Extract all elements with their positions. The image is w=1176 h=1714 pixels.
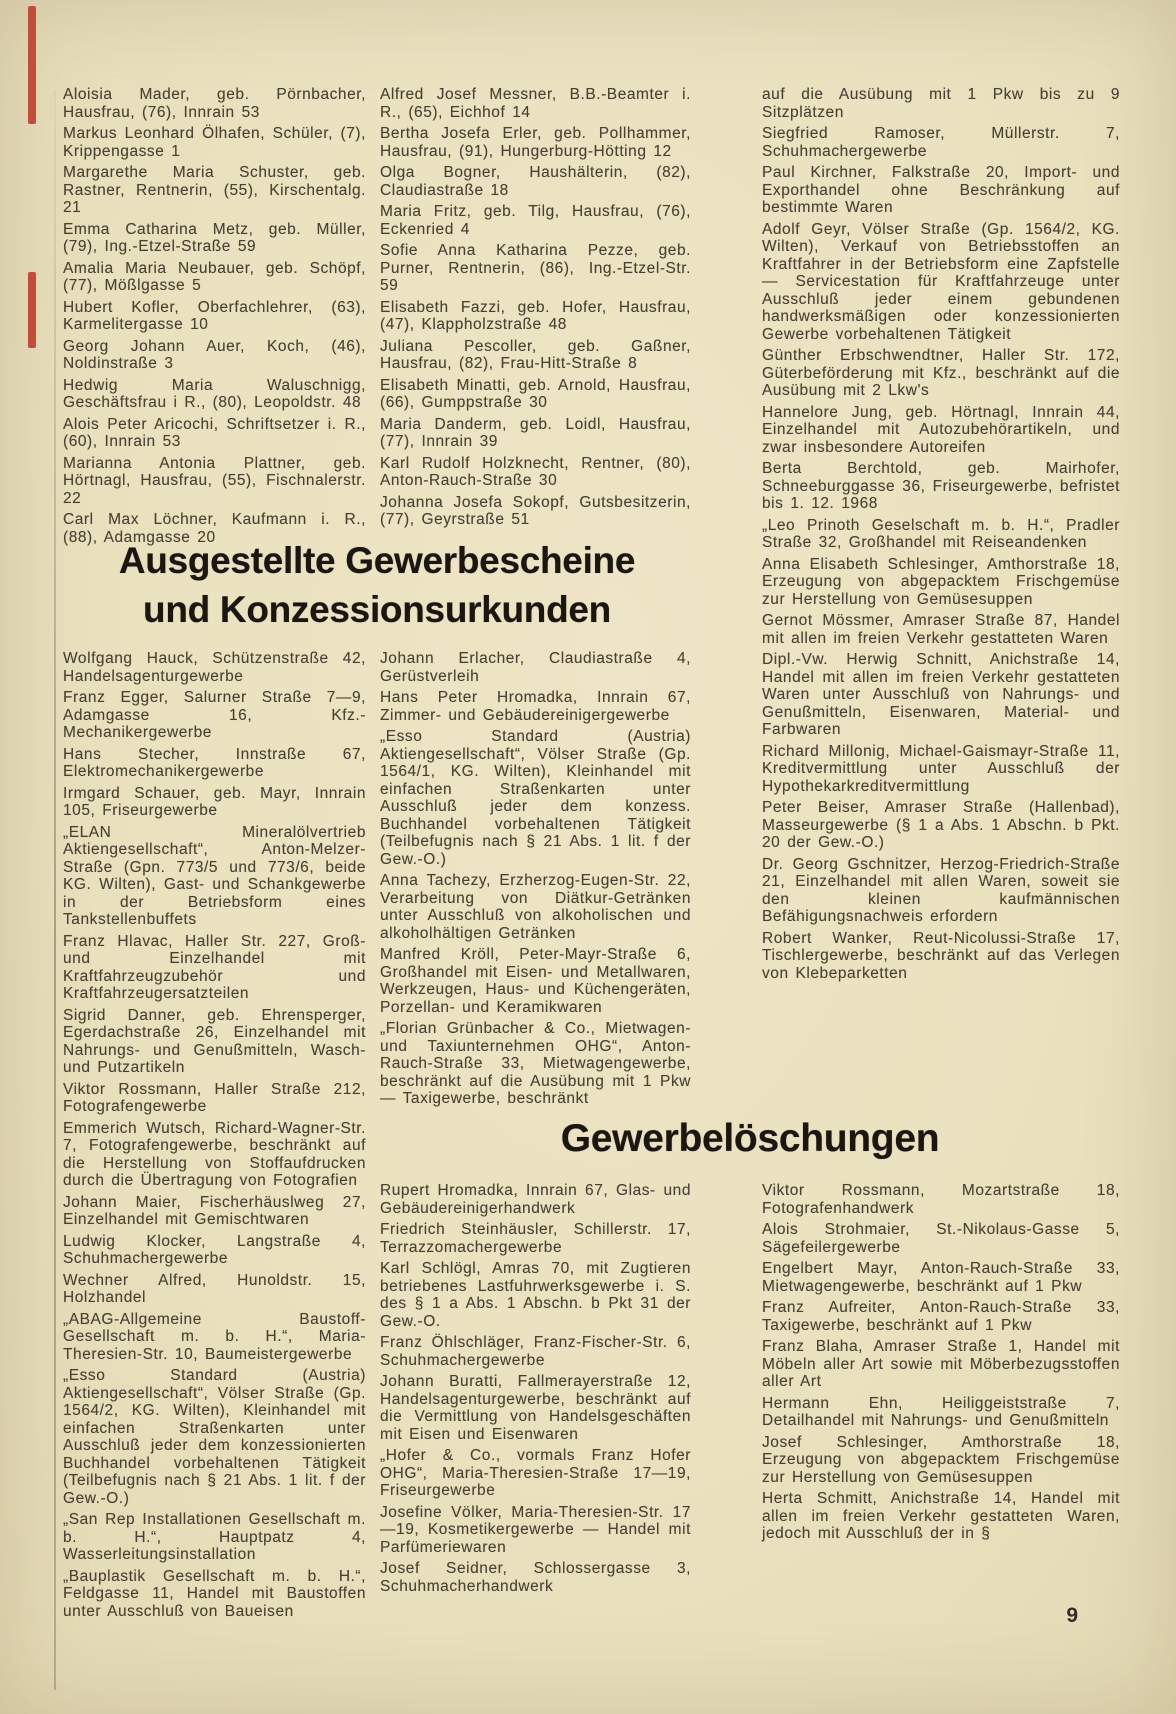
- list-entry: „Esso Standard (Austria) Aktiengesellschaft“, Völser Straße (Gp. 1564/1, KG. Wilten), Kleinhandel mit einfachen Straßenkarten unter Ausschluß jeder dem konzess. Buchhandel vorbehaltenen Tätigkeit (Teilbefugnis nach § 21 Abs. 1 lit. f der Gew.-O.): [380, 728, 691, 868]
- list-entry: Günther Erbschwendtner, Haller Str. 172, Güterbeförderung mit Kfz., beschränkt auf die Ausübung mit 2 Lkw's: [762, 347, 1120, 399]
- list-entry: Emmerich Wutsch, Richard-Wagner-Str. 7, Fotografengewerbe, beschränkt auf die Herstellung von Stoffaufdrucken durch die Übertragung von Fotografien: [63, 1119, 366, 1189]
- list-entry: Ludwig Klocker, Langstraße 4, Schuhmachergewerbe: [63, 1232, 366, 1267]
- list-entry: Peter Beiser, Amraser Straße (Hallenbad), Masseurgewerbe (§ 1 a Abs. 1 Abschn. b Pkt. 20 der Gew.-O.): [762, 799, 1120, 851]
- list-entry: Anna Tachezy, Erzherzog-Eugen-Str. 22, Verarbeitung von Diätkur-Getränken unter Ausschluß von alkoholischen und alkoholhältigen Getränken: [380, 872, 691, 942]
- list-entry: „Bauplastik Gesellschaft m. b. H.“, Feldgasse 11, Handel mit Baustoffen unter Ausschluß von Baueisen: [63, 1567, 366, 1620]
- list-entry: Amalia Maria Neubauer, geb. Schöpf, (77), Mößlgasse 5: [63, 259, 366, 294]
- page-number: 9: [1066, 1604, 1078, 1627]
- scan-fold-line: [54, 90, 56, 1690]
- list-entry: Paul Kirchner, Falkstraße 20, Import- und Exporthandel ohne Beschränkung auf bestimmte Waren: [762, 164, 1120, 216]
- list-entry: Johann Buratti, Fallmerayerstraße 12, Handelsagenturgewerbe, beschränkt auf die Vermittlung von Handelsgeschäften mit Eisen und Eisenwaren: [380, 1373, 691, 1443]
- list-entry: Elisabeth Fazzi, geb. Hofer, Hausfrau, (47), Klappholzstraße 48: [380, 298, 691, 333]
- list-entry: „San Rep Installationen Gesellschaft m. b. H.“, Hauptpatz 4, Wasserleitungsinstallation: [63, 1511, 366, 1563]
- list-entry: Juliana Pescoller, geb. Gaßner, Hausfrau, (82), Frau-Hitt-Straße 8: [380, 337, 691, 372]
- list-entry: Karl Schlögl, Amras 70, mit Zugtieren betriebenes Lastfuhrwerksgewerbe i. S. des § 1 a Abs. 1 Abschn. b Pkt 31 der Gew.-O.: [380, 1260, 691, 1330]
- list-entry: Franz Egger, Salurner Straße 7—9, Adamgasse 16, Kfz.-Mechanikergewerbe: [63, 689, 366, 741]
- list-entry: Engelbert Mayr, Anton-Rauch-Straße 33, Mietwagengewerbe, beschränkt auf 1 Pkw: [762, 1260, 1120, 1295]
- heading-line: und Konzessionsurkunden: [143, 589, 611, 630]
- section-heading-licenses: [63, 536, 691, 634]
- list-entry: Irmgard Schauer, geb. Mayr, Innrain 105, Friseurgewerbe: [63, 784, 366, 819]
- list-entry: Johann Maier, Fischerhäuslweg 27, Einzelhandel mit Gemischtwaren: [63, 1193, 366, 1228]
- list-entry: „Esso Standard (Austria) Aktiengesellschaft“, Völser Straße (Gp. 1564/2, KG. Wilten), Kleinhandel mit einfachen Straßenkarten unter Ausschluß jeder dem konzessionierten Buchhandel vorbehaltenen Tätigkeit (Teilbefugnis nach § 21 Abs. 1 lit. f der Gew.-O.): [63, 1367, 366, 1507]
- list-entry: Hermann Ehn, Heiliggeiststraße 7, Detailhandel mit Nahrungs- und Genußmitteln: [762, 1394, 1120, 1429]
- list-entry: Maria Danderm, geb. Loidl, Hausfrau, (77), Innrain 39: [380, 415, 691, 450]
- list-entry: auf die Ausübung mit 1 Pkw bis zu 9 Sitzplätzen: [762, 86, 1120, 121]
- list-entry: Aloisia Mader, geb. Pörnbacher, Hausfrau, (76), Innrain 53: [63, 86, 366, 121]
- list-entry: „Leo Prinoth Geselschaft m. b. H.“, Pradler Straße 32, Großhandel mit Reiseandenken: [762, 516, 1120, 551]
- deletions-column-right: [762, 1182, 1120, 1543]
- list-entry: Anna Elisabeth Schlesinger, Amthorstraße 18, Erzeugung von abgepacktem Frischgemüse zur Herstellung von Gemüsesuppen: [762, 555, 1120, 608]
- list-entry: Olga Bogner, Haushälterin, (82), Claudiastraße 18: [380, 164, 691, 199]
- list-entry: Hubert Kofler, Oberfachlehrer, (63), Karmelitergasse 10: [63, 298, 366, 333]
- heading-line: Ausgestellte Gewerbescheine: [118, 540, 636, 581]
- list-entry: Elisabeth Minatti, geb. Arnold, Hausfrau, (66), Gumppstraße 30: [380, 376, 691, 411]
- list-entry: Carl Max Löchner, Kaufmann i. R., (88), Adamgasse 20: [63, 511, 366, 546]
- list-entry: Georg Johann Auer, Koch, (46), Noldinstraße 3: [63, 337, 366, 372]
- red-margin-mark: [28, 272, 36, 348]
- obituary-column-left: [63, 86, 366, 546]
- list-entry: Robert Wanker, Reut-Nicolussi-Straße 17, Tischlergewerbe, beschränkt auf das Verlegen von Klebeparketten: [762, 929, 1120, 982]
- section-heading-deletions: Gewerbelöschungen: [560, 1117, 940, 1160]
- list-entry: Alois Peter Aricochi, Schriftsetzer i. R., (60), Innrain 53: [63, 415, 366, 450]
- list-entry: Hedwig Maria Waluschnigg, Geschäftsfrau i R., (80), Leopoldstr. 48: [63, 376, 366, 411]
- list-entry: Viktor Rossmann, Haller Straße 212, Fotografengewerbe: [63, 1080, 366, 1115]
- licenses-column-middle: [380, 650, 691, 1108]
- list-entry: „Hofer & Co., vormals Franz Hofer OHG“, Maria-Theresien-Straße 17—19, Friseurgewerbe: [380, 1447, 691, 1499]
- list-entry: Marianna Antonia Plattner, geb. Hörtnagl, Hausfrau, (55), Fischnalerstr. 22: [63, 454, 366, 507]
- obituary-column-middle: [380, 86, 691, 529]
- list-entry: Dipl.-Vw. Herwig Schnitt, Anichstraße 14, Handel mit allen im freien Verkehr gestatteten Waren unter Ausschluß von Nahrungs- und Genußmitteln, Eisenwaren, Material- und Farbwaren: [762, 651, 1120, 738]
- list-entry: Hannelore Jung, geb. Hörtnagl, Innrain 44, Einzelhandel mit Autozubehörartikeln, und zwar insbesondere Autoreifen: [762, 403, 1120, 456]
- list-entry: „Florian Grünbacher & Co., Mietwagen- und Taxiunternehmen OHG“, Anton-Rauch-Straße 33, Mietwagengewerbe, beschränkt auf die Ausübung mit 1 Pkw — Taxigewerbe, beschränkt: [380, 1020, 691, 1107]
- list-entry: Franz Blaha, Amraser Straße 1, Handel mit Möbeln aller Art sowie mit Möberbezugsstoffen aller Art: [762, 1338, 1120, 1390]
- list-entry: „ABAG-Allgemeine Baustoff-Gesellschaft m. b. H.“, Maria-Theresien-Str. 10, Baumeistergewerbe: [63, 1310, 366, 1363]
- list-entry: Alois Strohmaier, St.-Nikolaus-Gasse 5, Sägefeilergewerbe: [762, 1221, 1120, 1256]
- list-entry: Alfred Josef Messner, B.B.-Beamter i. R., (65), Eichhof 14: [380, 86, 691, 121]
- list-entry: Wechner Alfred, Hunoldstr. 15, Holzhandel: [63, 1271, 366, 1306]
- list-entry: Herta Schmitt, Anichstraße 14, Handel mit allen im freien Verkehr gestatteten Waren, jedoch mit Ausschluß der in §: [762, 1490, 1120, 1542]
- list-entry: Karl Rudolf Holzknecht, Rentner, (80), Anton-Rauch-Straße 30: [380, 454, 691, 489]
- list-entry: Franz Aufreiter, Anton-Rauch-Straße 33, Taxigewerbe, beschränkt auf 1 Pkw: [762, 1299, 1120, 1334]
- list-entry: Sigrid Danner, geb. Ehrensperger, Egerdachstraße 26, Einzelhandel mit Nahrungs- und Genußmitteln, Wasch- und Putzartikeln: [63, 1006, 366, 1076]
- list-entry: Josefine Völker, Maria-Theresien-Str. 17—19, Kosmetikergewerbe — Handel mit Parfümeriewaren: [380, 1503, 691, 1556]
- deletions-column-middle: [380, 1182, 691, 1595]
- list-entry: Hans Stecher, Innstraße 67, Elektromechanikergewerbe: [63, 745, 366, 780]
- list-entry: Adolf Geyr, Völser Straße (Gp. 1564/2, KG. Wilten), Verkauf von Betriebsstoffen an Kraftfahrer in der Betriebsform eine Zapfstelle — Servicestation für Kraftfahrzeuge unter Ausschluß jeder einem gebundenen handwerksmäßigen oder konzessionierten Gewerbe vorbehaltenen Tätigkeit: [762, 220, 1120, 343]
- list-entry: Johann Erlacher, Claudiastraße 4, Gerüstverleih: [380, 650, 691, 685]
- red-margin-mark: [28, 6, 36, 124]
- list-entry: Franz Öhlschläger, Franz-Fischer-Str. 6, Schuhmachergewerbe: [380, 1334, 691, 1369]
- list-entry: „ELAN Mineralölvertrieb Aktiengesellschaft“, Anton-Melzer-Straße (Gpn. 773/5 und 773/6, beide KG. Wilten), Gast- und Schankgewerbe in der Betriebsform eines Tankstellenbuffets: [63, 823, 366, 928]
- list-entry: Emma Catharina Metz, geb. Müller, (79), Ing.-Etzel-Straße 59: [63, 220, 366, 255]
- licenses-column-right: [762, 86, 1120, 982]
- list-entry: Bertha Josefa Erler, geb. Pollhammer, Hausfrau, (91), Hungerburg-Hötting 12: [380, 125, 691, 160]
- list-entry: Viktor Rossmann, Mozartstraße 18, Fotografenhandwerk: [762, 1182, 1120, 1217]
- list-entry: Johanna Josefa Sokopf, Gutsbesitzerin, (77), Geyrstraße 51: [380, 493, 691, 528]
- list-entry: Franz Hlavac, Haller Str. 227, Groß- und Einzelhandel mit Kraftfahrzeugzubehör und Kraftfahrzeugersatzteilen: [63, 932, 366, 1002]
- list-entry: Markus Leonhard Ölhafen, Schüler, (7), Krippengasse 1: [63, 125, 366, 160]
- list-entry: Sofie Anna Katharina Pezze, geb. Purner, Rentnerin, (86), Ing.-Etzel-Str. 59: [380, 242, 691, 294]
- list-entry: Maria Fritz, geb. Tilg, Hausfrau, (76), Eckenried 4: [380, 203, 691, 238]
- list-entry: Rupert Hromadka, Innrain 67, Glas- und Gebäudereinigerhandwerk: [380, 1182, 691, 1217]
- licenses-column-left: [63, 650, 366, 1620]
- list-entry: Richard Millonig, Michael-Gaismayr-Straße 11, Kreditvermittlung unter Ausschluß der Hypothekarkreditvermittlung: [762, 742, 1120, 795]
- list-entry: Siegfried Ramoser, Müllerstr. 7, Schuhmachergewerbe: [762, 125, 1120, 160]
- list-entry: Margarethe Maria Schuster, geb. Rastner, Rentnerin, (55), Kirschentalg. 21: [63, 164, 366, 216]
- list-entry: Manfred Kröll, Peter-Mayr-Straße 6, Großhandel mit Eisen- und Metallwaren, Werkzeugen, Haus- und Küchengeräten, Porzellan- und Keramikwaren: [380, 946, 691, 1016]
- list-entry: Dr. Georg Gschnitzer, Herzog-Friedrich-Straße 21, Einzelhandel mit allen Waren, soweit sie den kleinen kaufmännischen Befähigungsnachweis erfordern: [762, 855, 1120, 925]
- list-entry: Wolfgang Hauck, Schützenstraße 42, Handelsagenturgewerbe: [63, 650, 366, 685]
- list-entry: Josef Schlesinger, Amthorstraße 18, Erzeugung von abgepacktem Frischgemüse zur Herstellung von Gemüsesuppen: [762, 1433, 1120, 1486]
- list-entry: Hans Peter Hromadka, Innrain 67, Zimmer- und Gebäudereinigergewerbe: [380, 689, 691, 724]
- list-entry: Berta Berchtold, geb. Mairhofer, Schneeburggasse 36, Friseurgewerbe, befristet bis 1. 12. 1968: [762, 460, 1120, 512]
- list-entry: Gernot Mössmer, Amraser Straße 87, Handel mit allen im freien Verkehr gestatteten Waren: [762, 612, 1120, 647]
- list-entry: Friedrich Steinhäusler, Schillerstr. 17, Terrazzomachergewerbe: [380, 1221, 691, 1256]
- list-entry: Josef Seidner, Schlossergasse 3, Schuhmacherhandwerk: [380, 1560, 691, 1595]
